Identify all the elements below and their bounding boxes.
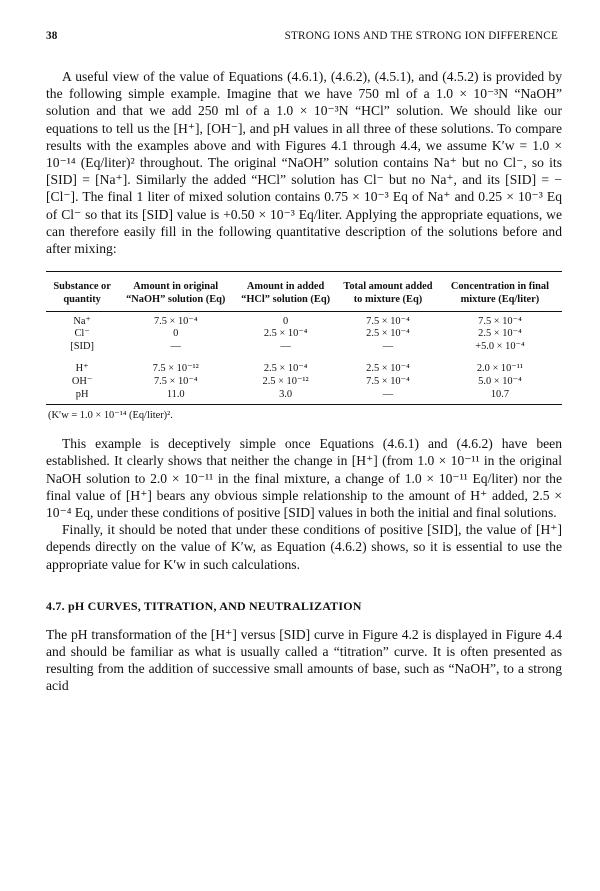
- paragraph-titration: The pH transformation of the [H⁺] versus [SID] curve in Figure 4.2 is displayed in Figure 4.4 and should be familiar as what is usually called a “titration” curve. It is often presented as resulting from the addition of successive small amounts of base, such as “NaOH”, to a strong acid: [46, 626, 562, 694]
- table-cell: 7.5 × 10⁻⁴: [153, 376, 198, 388]
- table-row: [46, 376, 562, 389]
- column-header: Substance or quantity: [53, 281, 111, 306]
- paragraph-example-discussion: This example is deceptively simple once Equations (4.6.1) and (4.6.2) have been established. It clearly shows that neither the change in [H⁺] (from 1.0 × 10⁻¹¹ in the original NaOH solution to 2.0 × 10⁻¹¹ in the final mixture, a change of 1.0 × 10⁻¹¹ Eq/liter) nor the final value of [H⁺] bears any obvious simple relationship to the amount of H⁺ added, 2.5 × 10⁻⁴ Eq, under these conditions of positive [SID] values in both the initial and final solutions.: [46, 436, 562, 521]
- table-cell: pH: [46, 389, 118, 405]
- table-cell: 7.5 × 10⁻⁴: [366, 315, 410, 327]
- paragraph-example-intro: A useful view of the value of Equations (4.6.1), (4.6.2), (4.5.1), and (4.5.2) is provided by the following simple example. Imagine that we have 750 ml of a 1.0 × 10⁻³N “NaOH” solution and that we add 250 ml of a 1.0 × 10⁻³N “HCl” solution. We should like our equations to tell us the [H⁺], [OH⁻], and pH values in all three of these solutions. To compare results with the examples above and with Figures 4.1 through 4.4, we assume K′w = 1.0 × 10⁻¹⁴ (Eq/liter)² throughout. The original “NaOH” solution contains Na⁺ but no Cl⁻, so its [SID] = [Na⁺]. Similarly the added “HCl” solution has Cl⁻ but no Na⁺, and its [SID] = − [Cl⁻]. The final 1 liter of mixed solution contains 0.75 × 10⁻³ Eq of Na⁺ and 0.25 × 10⁻³ Eq of Cl⁻ so that its [SID] value is +0.50 × 10⁻³ Eq/liter. Applying the appropriate equations, we can therefore easily fill in the following quantitative description of the solutions before and after mixing:: [46, 69, 562, 257]
- running-title: STRONG IONS AND THE STRONG ION DIFFERENCE: [284, 30, 558, 42]
- paragraph-kw-note: Finally, it should be noted that under these conditions of positive [SID], the value of [H⁺] depends directly on the value of K′w, as Equation (4.6.2) shows, so it is essential to use the appropriate value for K′w in such calculations.: [46, 522, 562, 572]
- table-cell: 0: [283, 315, 289, 327]
- table-cell: +5.0 × 10⁻⁴: [475, 340, 525, 352]
- table-cell: 7.5 × 10⁻¹²: [152, 363, 199, 375]
- table-row: [46, 353, 562, 376]
- table-cell: 2.5 × 10⁻⁴: [366, 328, 410, 340]
- table-cell: —: [170, 340, 181, 352]
- column-header: Concentration in final mixture (Eq/liter): [450, 281, 549, 306]
- table-cell: 11.0: [118, 389, 233, 405]
- section-heading: 4.7. pH CURVES, TITRATION, AND NEUTRALIZATION: [46, 598, 362, 613]
- table-header-row: [46, 272, 562, 311]
- book-page: [46, 30, 562, 695]
- mixing-table: [46, 271, 562, 405]
- table-cell: 2.5 × 10⁻¹²: [262, 376, 309, 388]
- table-cell: 7.5 × 10⁻⁴: [153, 315, 198, 327]
- table-cell: 3.0: [233, 389, 338, 405]
- table-cell: 7.5 × 10⁻⁴: [478, 315, 522, 327]
- table-cell: —: [338, 389, 438, 405]
- table-cell: 2.5 × 10⁻⁴: [366, 363, 410, 375]
- table-cell: 2.0 × 10⁻¹¹: [476, 363, 524, 375]
- table-cell: 7.5 × 10⁻⁴: [366, 376, 410, 388]
- table-row: [46, 389, 562, 405]
- table-row: [46, 341, 562, 354]
- table-cell: —: [382, 340, 394, 352]
- table-row: [46, 311, 562, 328]
- table-cell: Na⁺: [73, 315, 91, 327]
- table-row: [46, 328, 562, 341]
- table-cell: H⁺: [75, 363, 89, 375]
- table-cell: Cl⁻: [74, 328, 90, 340]
- page-number: 38: [46, 30, 58, 42]
- table-cell: [SID]: [70, 340, 94, 352]
- page-header: [46, 30, 562, 46]
- table-cell: OH⁻: [71, 376, 93, 388]
- table-cell: 2.5 × 10⁻⁴: [263, 363, 308, 375]
- table-footnote: (K′w = 1.0 × 10⁻¹⁴ (Eq/liter)².: [48, 410, 173, 422]
- table-cell: 0: [173, 328, 179, 340]
- column-header: Amount in original “NaOH” solution (Eq): [126, 281, 226, 306]
- column-header: Total amount added to mixture (Eq): [343, 281, 433, 306]
- table-cell: 2.5 × 10⁻⁴: [263, 328, 308, 340]
- table-cell: 2.5 × 10⁻⁴: [478, 328, 522, 340]
- table-cell: —: [280, 340, 291, 352]
- table-cell: 10.7: [438, 389, 562, 405]
- table-cell: 5.0 × 10⁻⁴: [478, 376, 522, 388]
- column-header: Amount in added “HCl” solution (Eq): [241, 281, 331, 306]
